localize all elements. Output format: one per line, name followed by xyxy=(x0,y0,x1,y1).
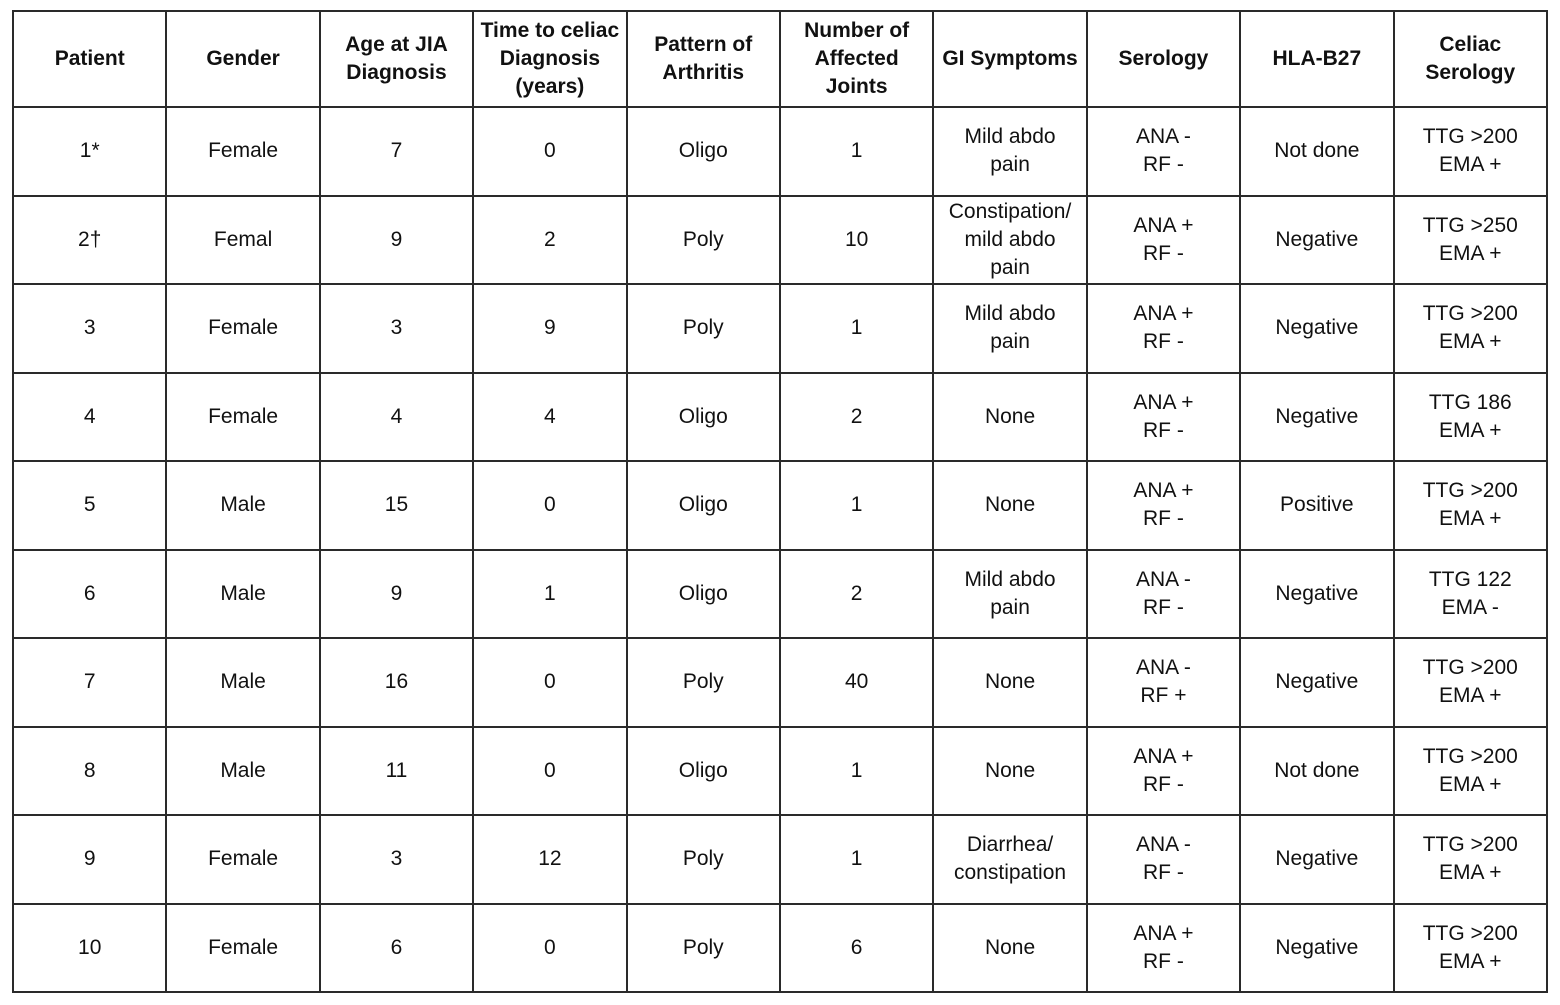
cell-gi-symptoms: None xyxy=(933,373,1086,462)
cell-gi-symptoms: Mild abdo pain xyxy=(933,550,1086,639)
cell-patient: 4 xyxy=(13,373,166,462)
cell-time-to-celiac-diagnosis: 4 xyxy=(473,373,626,462)
cell-gi-symptoms: Constipation/ mild abdo pain xyxy=(933,196,1086,285)
header-celiac-serology: Celiac Serology xyxy=(1394,11,1547,107)
header-hla-b27: HLA-B27 xyxy=(1240,11,1393,107)
cell-number-of-affected-joints: 1 xyxy=(780,461,933,550)
cell-number-of-affected-joints: 1 xyxy=(780,284,933,373)
table-row xyxy=(13,284,1547,373)
cell-pattern-of-arthritis: Oligo xyxy=(627,373,780,462)
header-age-at-jia-diagnosis: Age at JIA Diagnosis xyxy=(320,11,473,107)
cell-celiac-serology: TTG >200 EMA + xyxy=(1394,727,1547,816)
header-pattern-of-arthritis: Pattern of Arthritis xyxy=(627,11,780,107)
cell-number-of-affected-joints: 1 xyxy=(780,727,933,816)
cell-pattern-of-arthritis: Poly xyxy=(627,904,780,993)
cell-serology: ANA - RF - xyxy=(1087,815,1240,904)
cell-pattern-of-arthritis: Oligo xyxy=(627,727,780,816)
cell-patient: 8 xyxy=(13,727,166,816)
cell-hla-b27: Negative xyxy=(1240,196,1393,285)
table-row xyxy=(13,196,1547,285)
table-row xyxy=(13,550,1547,639)
table-row xyxy=(13,461,1547,550)
cell-time-to-celiac-diagnosis: 2 xyxy=(473,196,626,285)
cell-pattern-of-arthritis: Poly xyxy=(627,196,780,285)
cell-gender: Female xyxy=(166,284,319,373)
cell-hla-b27: Negative xyxy=(1240,638,1393,727)
cell-celiac-serology: TTG >200 EMA + xyxy=(1394,107,1547,196)
cell-serology: ANA + RF - xyxy=(1087,461,1240,550)
table-row xyxy=(13,904,1547,993)
cell-gi-symptoms: None xyxy=(933,638,1086,727)
cell-gender: Male xyxy=(166,727,319,816)
cell-gender: Male xyxy=(166,550,319,639)
header-number-of-affected-joints: Number of Affected Joints xyxy=(780,11,933,107)
cell-age-at-jia-diagnosis: 15 xyxy=(320,461,473,550)
cell-patient: 1* xyxy=(13,107,166,196)
cell-time-to-celiac-diagnosis: 0 xyxy=(473,638,626,727)
cell-hla-b27: Negative xyxy=(1240,550,1393,639)
header-gender: Gender xyxy=(166,11,319,107)
cell-gender: Female xyxy=(166,107,319,196)
cell-gi-symptoms: Mild abdo pain xyxy=(933,107,1086,196)
cell-gender: Female xyxy=(166,373,319,462)
table-row xyxy=(13,815,1547,904)
cell-serology: ANA - RF + xyxy=(1087,638,1240,727)
header-serology: Serology xyxy=(1087,11,1240,107)
cell-serology: ANA + RF - xyxy=(1087,284,1240,373)
cell-age-at-jia-diagnosis: 4 xyxy=(320,373,473,462)
cell-patient: 3 xyxy=(13,284,166,373)
cell-time-to-celiac-diagnosis: 0 xyxy=(473,727,626,816)
cell-patient: 7 xyxy=(13,638,166,727)
cell-hla-b27: Not done xyxy=(1240,727,1393,816)
cell-number-of-affected-joints: 2 xyxy=(780,373,933,462)
cell-age-at-jia-diagnosis: 11 xyxy=(320,727,473,816)
cell-number-of-affected-joints: 2 xyxy=(780,550,933,639)
cell-serology: ANA + RF - xyxy=(1087,373,1240,462)
cell-time-to-celiac-diagnosis: 0 xyxy=(473,461,626,550)
cell-serology: ANA - RF - xyxy=(1087,550,1240,639)
cell-patient: 2† xyxy=(13,196,166,285)
cell-patient: 6 xyxy=(13,550,166,639)
cell-age-at-jia-diagnosis: 9 xyxy=(320,550,473,639)
cell-time-to-celiac-diagnosis: 9 xyxy=(473,284,626,373)
cell-celiac-serology: TTG >200 EMA + xyxy=(1394,638,1547,727)
cell-time-to-celiac-diagnosis: 12 xyxy=(473,815,626,904)
cell-gi-symptoms: None xyxy=(933,461,1086,550)
cell-age-at-jia-diagnosis: 7 xyxy=(320,107,473,196)
cell-patient: 5 xyxy=(13,461,166,550)
cell-pattern-of-arthritis: Oligo xyxy=(627,550,780,639)
table-row xyxy=(13,373,1547,462)
cell-celiac-serology: TTG >200 EMA + xyxy=(1394,904,1547,993)
cell-gender: Female xyxy=(166,904,319,993)
cell-number-of-affected-joints: 1 xyxy=(780,107,933,196)
header-gi-symptoms: GI Symptoms xyxy=(933,11,1086,107)
cell-pattern-of-arthritis: Poly xyxy=(627,815,780,904)
cell-hla-b27: Negative xyxy=(1240,815,1393,904)
cell-hla-b27: Not done xyxy=(1240,107,1393,196)
cell-age-at-jia-diagnosis: 16 xyxy=(320,638,473,727)
cell-celiac-serology: TTG >250 EMA + xyxy=(1394,196,1547,285)
table-row xyxy=(13,638,1547,727)
cell-pattern-of-arthritis: Poly xyxy=(627,638,780,727)
cell-hla-b27: Negative xyxy=(1240,904,1393,993)
cell-patient: 10 xyxy=(13,904,166,993)
cell-gender: Male xyxy=(166,461,319,550)
cell-hla-b27: Negative xyxy=(1240,373,1393,462)
cell-age-at-jia-diagnosis: 9 xyxy=(320,196,473,285)
cell-gender: Female xyxy=(166,815,319,904)
cell-age-at-jia-diagnosis: 3 xyxy=(320,284,473,373)
cell-pattern-of-arthritis: Poly xyxy=(627,284,780,373)
cell-celiac-serology: TTG 122 EMA - xyxy=(1394,550,1547,639)
cell-gi-symptoms: Diarrhea/ constipation xyxy=(933,815,1086,904)
cell-hla-b27: Positive xyxy=(1240,461,1393,550)
cell-pattern-of-arthritis: Oligo xyxy=(627,107,780,196)
cell-celiac-serology: TTG >200 EMA + xyxy=(1394,815,1547,904)
cell-gi-symptoms: None xyxy=(933,904,1086,993)
cell-time-to-celiac-diagnosis: 1 xyxy=(473,550,626,639)
table-row xyxy=(13,107,1547,196)
header-row xyxy=(13,11,1547,107)
cell-time-to-celiac-diagnosis: 0 xyxy=(473,107,626,196)
cell-time-to-celiac-diagnosis: 0 xyxy=(473,904,626,993)
cell-serology: ANA - RF - xyxy=(1087,107,1240,196)
table-body xyxy=(13,107,1547,992)
cell-gi-symptoms: Mild abdo pain xyxy=(933,284,1086,373)
cell-number-of-affected-joints: 6 xyxy=(780,904,933,993)
cell-patient: 9 xyxy=(13,815,166,904)
cell-serology: ANA + RF - xyxy=(1087,904,1240,993)
cell-hla-b27: Negative xyxy=(1240,284,1393,373)
cell-serology: ANA + RF - xyxy=(1087,727,1240,816)
cell-age-at-jia-diagnosis: 6 xyxy=(320,904,473,993)
header-patient: Patient xyxy=(13,11,166,107)
cell-gi-symptoms: None xyxy=(933,727,1086,816)
cell-celiac-serology: TTG >200 EMA + xyxy=(1394,284,1547,373)
cell-number-of-affected-joints: 1 xyxy=(780,815,933,904)
cell-serology: ANA + RF - xyxy=(1087,196,1240,285)
cell-gender: Male xyxy=(166,638,319,727)
table-row xyxy=(13,727,1547,816)
cell-gender: Femal xyxy=(166,196,319,285)
cell-celiac-serology: TTG >200 EMA + xyxy=(1394,461,1547,550)
cell-number-of-affected-joints: 10 xyxy=(780,196,933,285)
cell-celiac-serology: TTG 186 EMA + xyxy=(1394,373,1547,462)
cell-number-of-affected-joints: 40 xyxy=(780,638,933,727)
header-time-to-celiac-diagnosis: Time to celiac Diagnosis (years) xyxy=(473,11,626,107)
cell-pattern-of-arthritis: Oligo xyxy=(627,461,780,550)
table-header xyxy=(13,11,1547,107)
cell-age-at-jia-diagnosis: 3 xyxy=(320,815,473,904)
patient-table xyxy=(12,10,1548,993)
